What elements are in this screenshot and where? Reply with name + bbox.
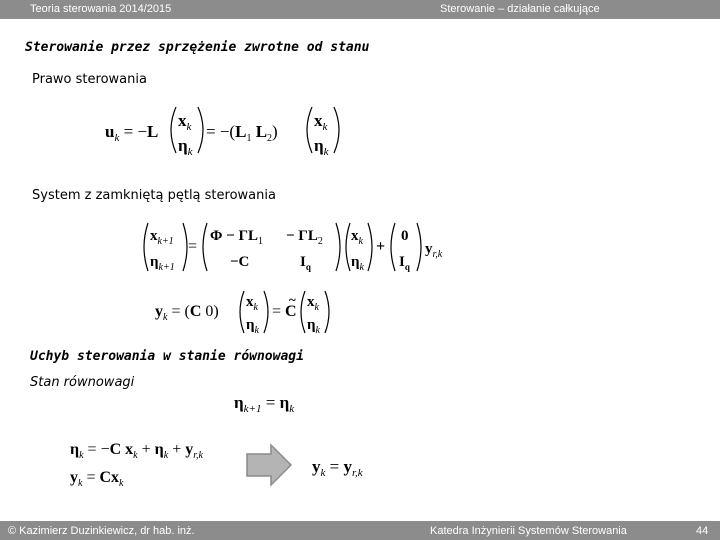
label-closed-loop: System z zamkniętą pętlą sterowania: [32, 188, 276, 203]
svg-text:~: ~: [289, 292, 296, 307]
svg-text:ηk: $\eta_k$: [351, 254, 364, 273]
svg-text:ηk: $\eta_k$: [307, 317, 320, 336]
equation-result: [308, 452, 398, 484]
page-number: 44: [696, 525, 709, 537]
equation-equilibrium: [230, 388, 340, 418]
section-title-steady-state-error: Uchyb sterowania w stanie równowagi: [30, 349, 304, 364]
svg-text:ηk+1 = ηk: $\eta_{k+1} = \eta_k$: [234, 393, 295, 415]
svg-text:Iq: $I_q$: [300, 254, 311, 272]
equation-closed-loop-output: [150, 287, 370, 337]
svg-text:uk = −L: $u_k = -L$: [105, 122, 159, 144]
svg-text:ηk+1: $\eta_{k+1}$: [150, 254, 175, 273]
svg-text:yr,k: $y_{r,k}$: [425, 241, 443, 260]
svg-text:xk: $x_k$: [351, 228, 363, 247]
svg-text:−C: −C: [230, 254, 250, 270]
equation-control-law: [100, 103, 370, 159]
svg-text:ηk = −C xk + ηk + yr,k: $\eta_k = -C$ $x_k + \eta_k + y_{r,k}$: [70, 441, 203, 461]
label-equilibrium: Stan równowagi: [30, 375, 135, 390]
equation-closed-loop-state: [140, 218, 470, 276]
header-course-title: Teoria sterowania 2014/2015: [30, 3, 172, 15]
svg-text:Iq: $I_q$: [399, 254, 410, 272]
svg-text:xk: $x_k$: [307, 294, 319, 313]
footer-author: © Kazimierz Duzinkiewicz, dr hab. inż.: [8, 525, 195, 537]
right-arrow-icon: [245, 443, 295, 487]
svg-text:Φ − ΓL1: $\Phi - \Gamma L_1$: [210, 228, 264, 247]
svg-text:= −(L1 L2): = $-(L_1$ $L_2$): [206, 122, 278, 144]
svg-text:= C: = C: [272, 303, 297, 320]
svg-text:ηk: $\eta_k$: [246, 317, 259, 336]
svg-text:xk: $x_k$: [178, 111, 192, 133]
section-title-feedback: Sterowanie przez sprzężenie zwrotne od stanu: [25, 40, 370, 55]
svg-text:xk: $x_k$: [246, 294, 258, 313]
svg-text:yk = yr,k: $y_k = y_{r,k}$: [312, 457, 363, 479]
svg-text:0: 0: [401, 228, 409, 244]
svg-text:+: +: [376, 238, 386, 255]
svg-text:− ΓL2: − $\Gamma L_2$: [286, 228, 323, 247]
svg-text:yk = Cxk: $y_k = Cx_k$: [70, 469, 124, 489]
svg-text:=: =: [188, 238, 198, 255]
svg-text:xk+1: $x_{k+1}$: [150, 228, 174, 247]
svg-text:xk: $x_k$: [314, 111, 328, 133]
svg-text:ηk: $\eta_k$: [178, 136, 193, 158]
header-topic-title: Sterowanie – działanie całkujące: [440, 3, 600, 15]
svg-text:ηk: $\eta_k$: [314, 136, 329, 158]
footer-department: Katedra Inżynierii Systemów Sterowania: [430, 525, 627, 537]
equation-steady-state-system: [66, 434, 246, 492]
svg-text:yk = (C 0): $y_k = (C$ 0): [155, 303, 219, 323]
label-control-law: Prawo sterowania: [32, 72, 147, 87]
